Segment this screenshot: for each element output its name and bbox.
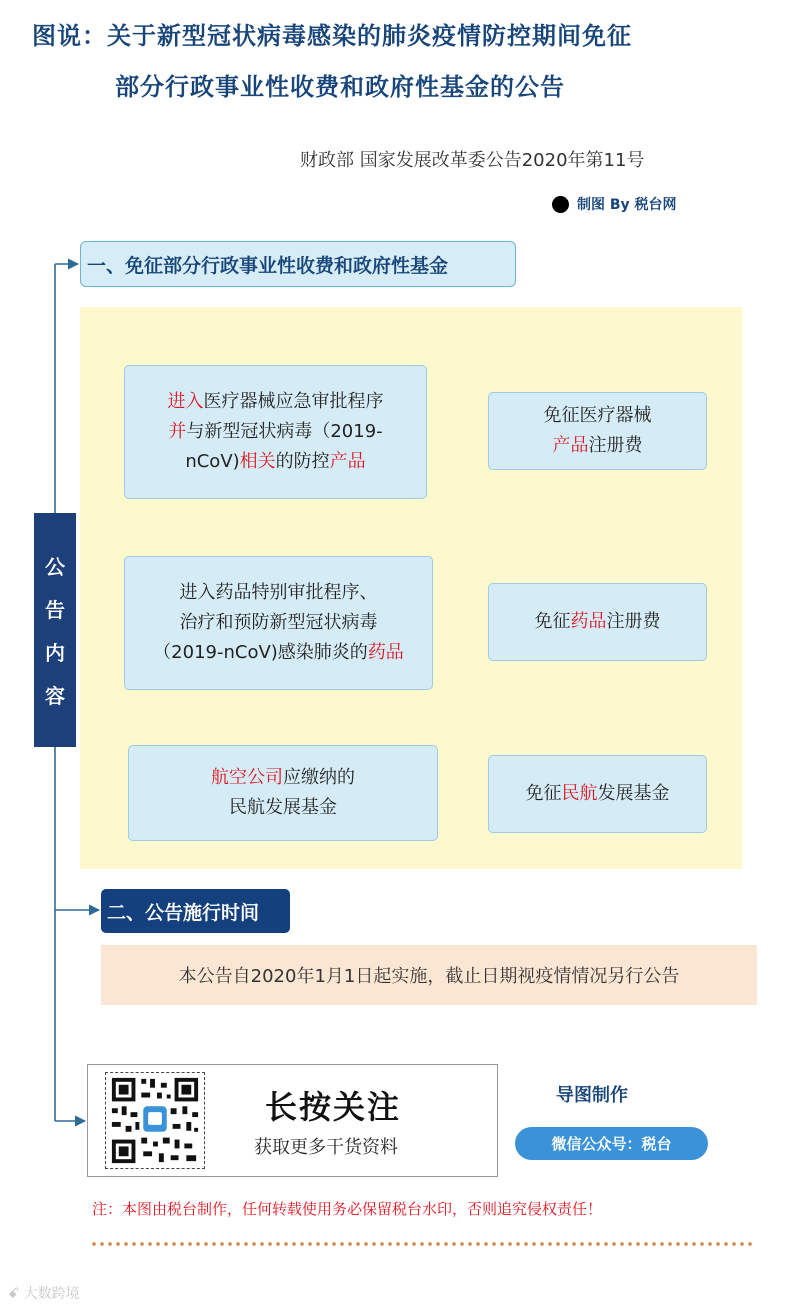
watermark	[8, 1283, 80, 1303]
side-label-announcement-content	[34, 513, 76, 747]
exemption-box-drug-fee	[488, 583, 707, 661]
text-line	[211, 793, 355, 823]
exemption-box-device-fee	[488, 392, 707, 470]
body-text: 应缴纳的	[283, 767, 355, 788]
body-text: 免征医疗器械	[543, 405, 652, 426]
condition-box-airlines	[128, 745, 438, 841]
condition-box-medical-devices	[124, 365, 427, 499]
announcement-number: 财政部 国家发展改革委公告2020年第11号	[300, 150, 645, 171]
highlight-text: 并	[168, 421, 187, 442]
body-text: 民航发展基金	[229, 797, 337, 818]
highlight-text: 民航	[561, 783, 598, 804]
made-by-label: 导图制作	[556, 1085, 628, 1106]
text-line	[153, 638, 404, 668]
highlight-text: 相关	[239, 451, 276, 472]
body-text: 注册费	[588, 435, 643, 456]
text-line	[153, 608, 404, 638]
body-text: 免征	[525, 783, 562, 804]
highlight-text: 航空公司	[211, 767, 283, 788]
credit-text: 制图 By 税台网	[577, 197, 677, 213]
text-line	[211, 763, 355, 793]
body-text: 与新型冠状病毒（2019-	[186, 421, 383, 442]
text-line	[544, 401, 652, 431]
bullet-dot-icon	[552, 196, 569, 213]
dotted-divider	[90, 1242, 756, 1246]
text-line	[526, 779, 670, 809]
highlight-text: 产品	[552, 435, 589, 456]
side-char: 告	[45, 598, 65, 622]
follow-call-to-action: 长按关注	[265, 1088, 402, 1126]
text-line	[535, 607, 661, 637]
section1-title: 一、免征部分行政事业性收费和政府性基金	[80, 241, 516, 287]
qr-code-icon[interactable]	[105, 1072, 205, 1169]
highlight-text: 药品	[367, 642, 404, 663]
side-char: 容	[45, 684, 65, 708]
credit	[552, 194, 677, 214]
body-text: nCoV)	[185, 451, 240, 472]
text-line	[168, 387, 384, 417]
effective-date-text: 本公告自2020年1月1日起实施，截止日期视疫情情况另行公告	[101, 945, 757, 1005]
highlight-text: 进入	[167, 391, 204, 412]
watermark-text: 大数跨境	[23, 1286, 80, 1302]
body-text: 治疗和预防新型冠状病毒	[179, 612, 378, 633]
side-char: 内	[45, 641, 65, 665]
body-text: 注册费	[606, 611, 661, 632]
highlight-text: 产品	[329, 451, 366, 472]
body-text: 的防控	[275, 451, 330, 472]
title-line-1: 图说：关于新型冠状病毒感染的肺炎疫情防控期间免征	[32, 22, 632, 50]
copyright-note: 注：本图由税台制作，任何转载使用务必保留税台水印，否则追究侵权责任！	[92, 1200, 603, 1218]
side-char: 公	[45, 555, 65, 579]
highlight-text: 药品	[570, 611, 607, 632]
body-text: 医疗器械应急审批程序	[203, 391, 384, 412]
exemption-box-aviation-fund	[488, 755, 707, 833]
section2-title: 二、公告施行时间	[101, 889, 290, 933]
body-text: 进入药品特别审批程序、	[179, 582, 378, 603]
wechat-account-badge: 微信公众号：税台	[515, 1127, 708, 1160]
text-line	[168, 417, 384, 447]
watermark-logo-icon: ꗃ	[8, 1286, 24, 1302]
body-text: 发展基金	[597, 783, 670, 804]
follow-subtext: 获取更多干货资料	[254, 1137, 398, 1158]
title-line-2: 部分行政事业性收费和政府性基金的公告	[115, 73, 565, 101]
body-text: （2019-nCoV)感染肺炎的	[153, 642, 368, 663]
text-line	[153, 578, 404, 608]
text-line	[168, 447, 384, 477]
condition-box-drugs	[124, 556, 433, 690]
body-text: 免征	[534, 611, 571, 632]
text-line	[544, 431, 652, 461]
